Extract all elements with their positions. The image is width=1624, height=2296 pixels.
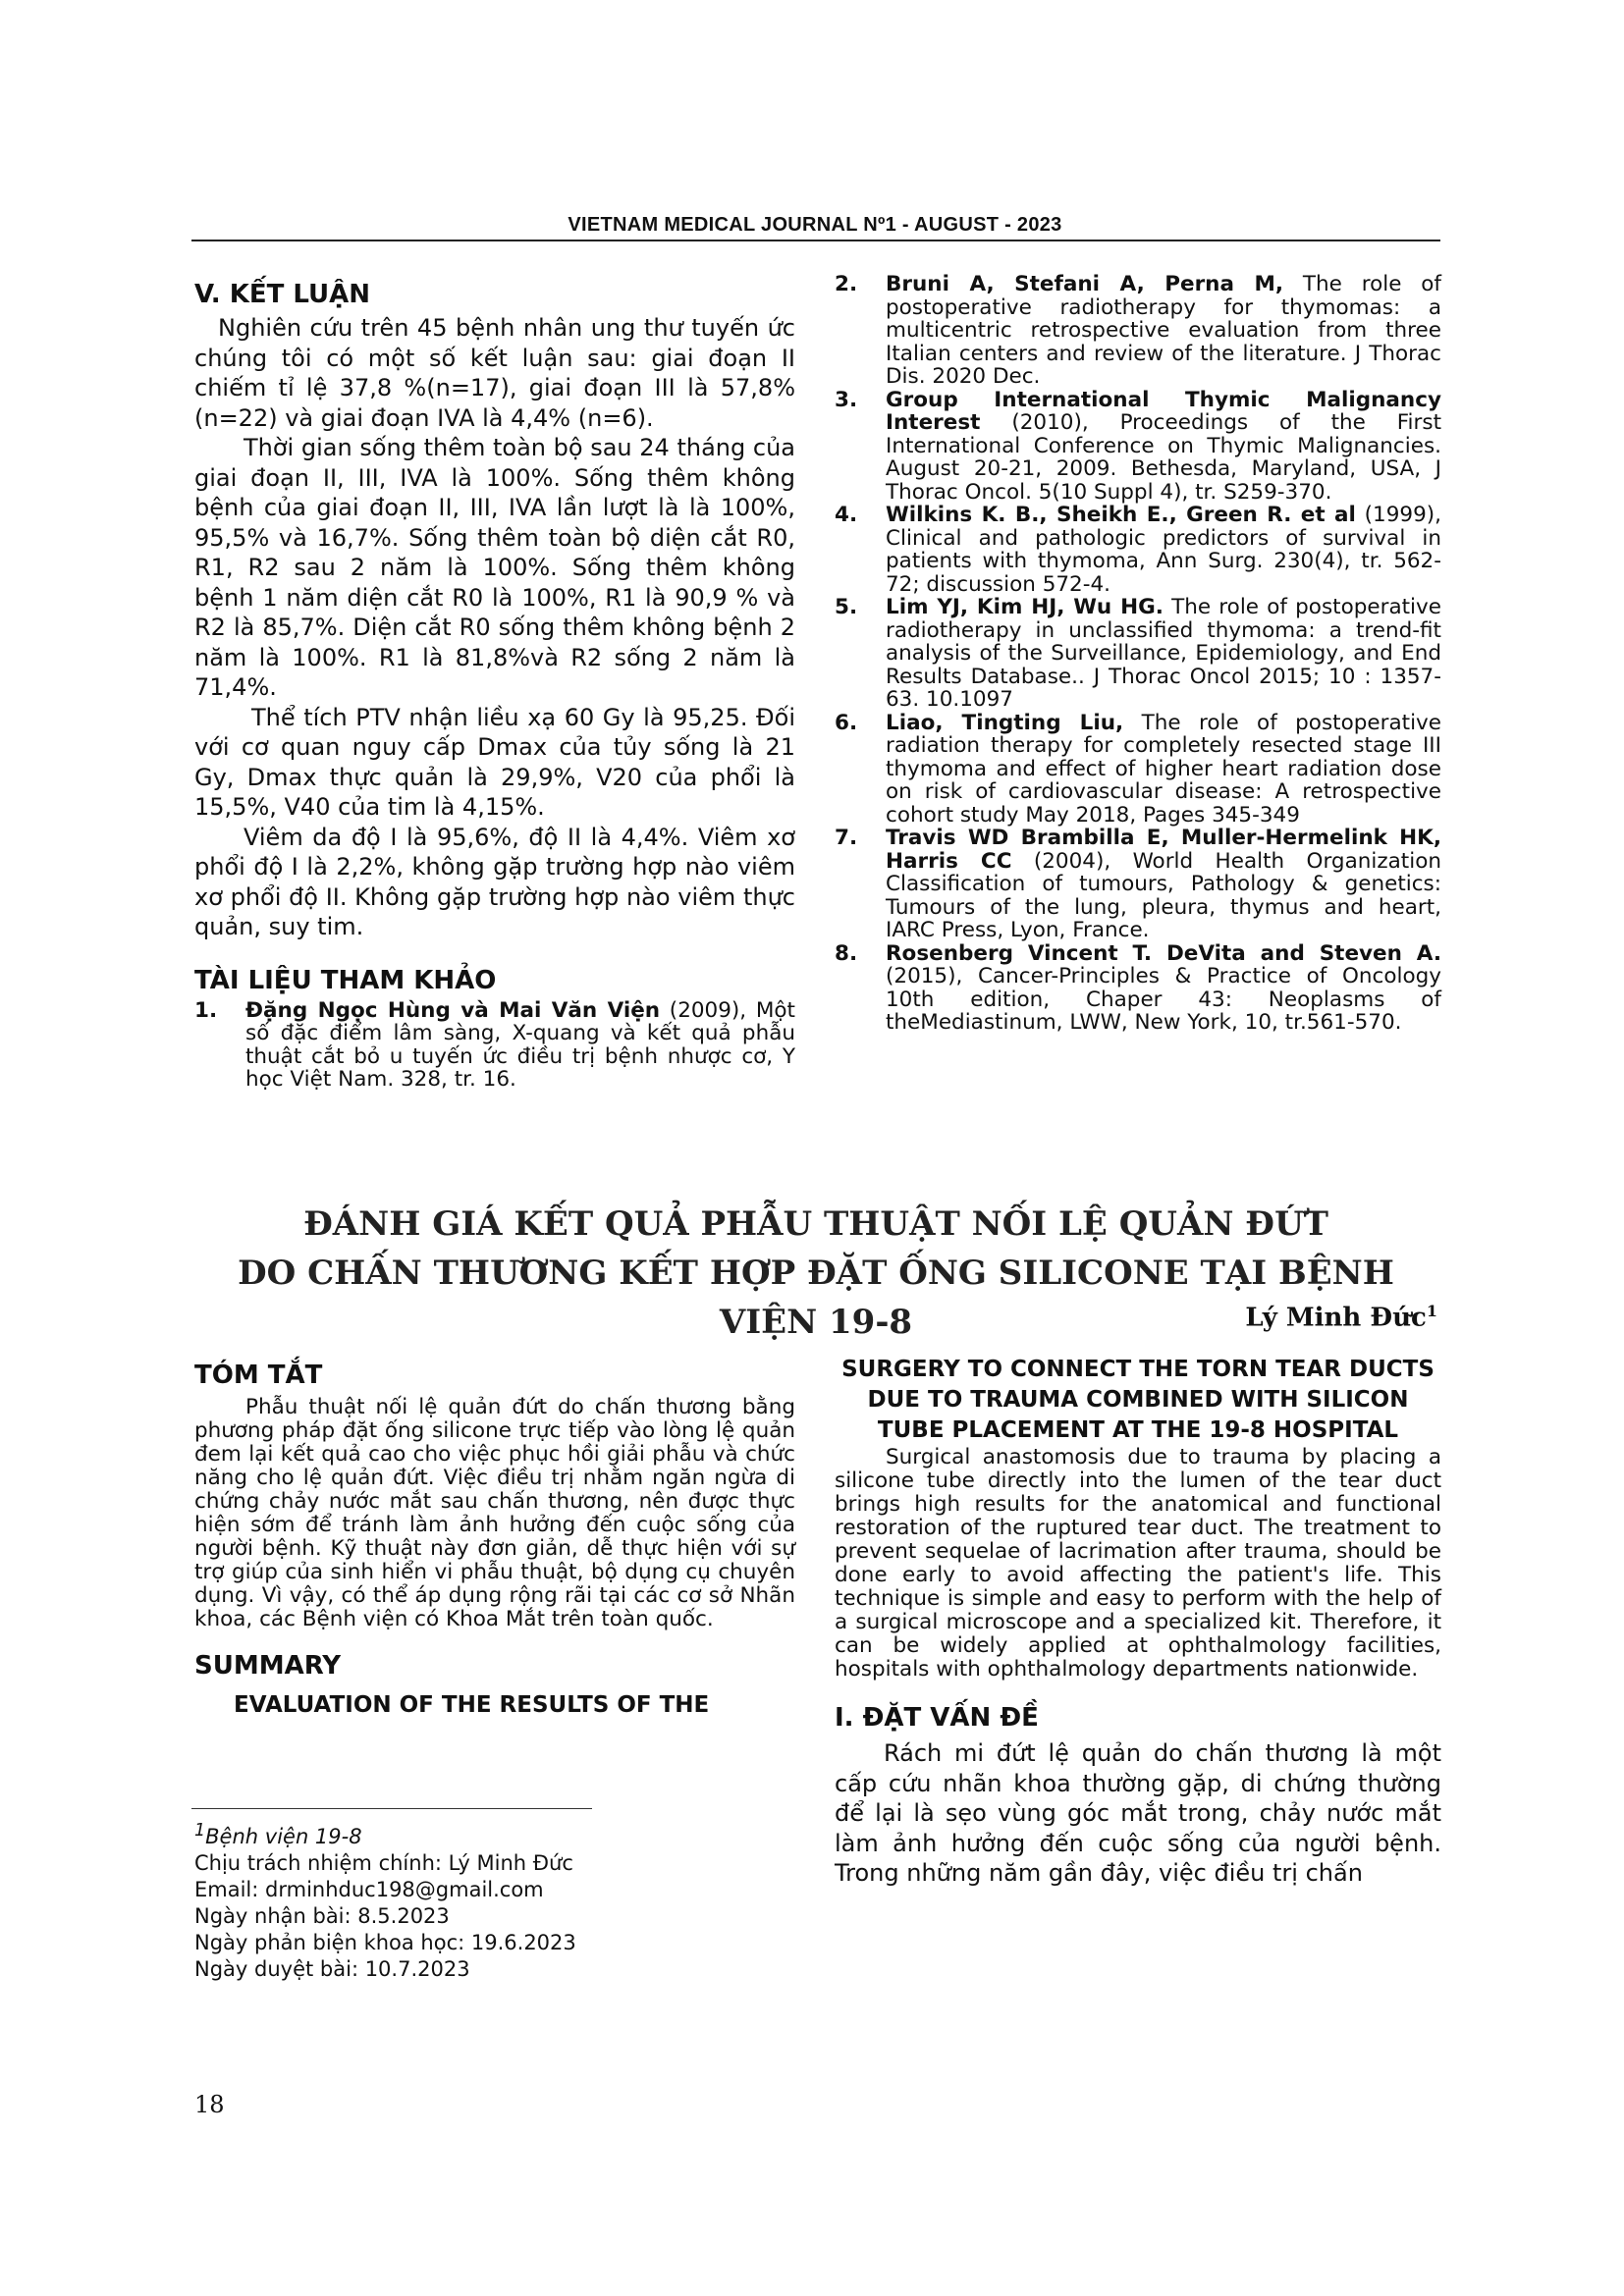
conclusion-paragraph-4: Viêm da độ I là 95,6%, độ II là 4,4%. Viêm xơ phổi độ I là 2,2%, không gặp trường hợp nào viêm xơ phổi độ II. Không gặp trường hợp nào viêm thực quản, suy tim. [194, 823, 795, 940]
abstract-vi-heading: TÓM TẮT [194, 1361, 323, 1390]
summary-title-part-1: EVALUATION OF THE RESULTS OF THE [234, 1692, 710, 1718]
summary-en-text: Surgical anastomosis due to trauma by placing a silicone tube directly into the lumen of the tear duct brings high results for the anatomical and functional restoration of the ruptured tear duct. The treatment to prevent sequelae of lacrimation after trauma, should be done early to avoid affecting the patient's life. This technique is simple and easy to perform with the help of a surgical microscope and a specialized kit. Therefore, it can be widely applied at ophthalmology facilities, hospitals with ophthalmology departments nationwide. [835, 1445, 1441, 1682]
page-number: 18 [194, 2091, 225, 2118]
footnote [194, 1818, 795, 1983]
references-heading: TÀI LIỆU THAM KHẢO [194, 965, 497, 995]
summary-en [835, 1355, 1441, 1889]
footnote-accepted: Ngày duyệt bài: 10.7.2023 [194, 1957, 470, 1981]
footnote-reviewed: Ngày phản biện khoa học: 19.6.2023 [194, 1931, 576, 1954]
section-1-heading: I. ĐẶT VẤN ĐỀ [835, 1703, 1039, 1733]
reference-item: 8. Rosenberg Vincent T. DeVita and Steven A. (2015), Cancer-Principles & Practice of Oncology 10th edition, Chaper 43: Neoplasms of theMediastinum, LWW, New York, 10, tr.561-570. [835, 940, 1441, 1035]
summary-title-part-4: TUBE PLACEMENT AT THE 19-8 HOSPITAL [877, 1417, 1399, 1443]
reference-item: 2. Bruni A, Stefani A, Perna M, The role of postoperative radiotherapy for thymomas: a multicentric retrospective evaluation from three Italian centers and review of the literature. J Thorac Dis. 2020 Dec. [835, 272, 1441, 389]
conclusion-heading: V. KẾT LUẬN [194, 280, 371, 309]
reference-item: 4. Wilkins K. B., Sheikh E., Green R. et al (1999), Clinical and pathologic predictors of survival in patients with thymoma, Ann Surg. 230(4), tr. 562-72; discussion 572-4. [835, 503, 1441, 597]
footnote-rule [191, 1808, 592, 1809]
header-rule [191, 240, 1440, 241]
footnote-email: Email: drminhduc198@gmail.com [194, 1878, 544, 1901]
conclusion-paragraph-1: Nghiên cứu trên 45 bệnh nhân ung thư tuyến ức chúng tôi có một số kết luận sau: giai đoạn II chiếm tỉ lệ 37,8 %(n=17), giai đoạn III là 57,8% (n=22) và giai đoạn IVA là 4,4% (n=6). [194, 314, 795, 432]
summary-heading: SUMMARY [194, 1651, 342, 1681]
reference-item: 3. Group International Thymic Malignancy Interest (2010), Proceedings of the First International Conference on Thymic Malignancies. August 20-21, 2009. Bethesda, Maryland, USA, J Thorac Oncol. 5(10 Suppl 4), tr. S259-370. [835, 387, 1441, 505]
article-title-line-1: ĐÁNH GIÁ KẾT QUẢ PHẪU THUẬT NỐI LỆ QUẢN ĐỨT [303, 1204, 1328, 1244]
abstract-vi [194, 1361, 795, 1721]
reference-item: 1. Đặng Ngọc Hùng và Mai Văn Viện (2009), Một số đặc điểm lâm sàng, X-quang và kết quả phẫu thuật cắt bỏ u tuyến ức điều trị bệnh nhược cơ, Y học Việt Nam. 328, tr. 16. [194, 997, 795, 1092]
footnote-affiliation: $^1$Bệnh viện 19-8 [194, 1821, 362, 1848]
article-title-line-2: DO CHẤN THƯƠNG KẾT HỢP ĐẶT ỐNG SILICONE TẠI BỆNH VIỆN 19-8 [238, 1254, 1394, 1342]
references-list-right [835, 273, 1441, 1035]
conclusion-section [194, 280, 795, 1092]
journal-header: VIETNAM MEDICAL JOURNAL Nº1 - AUGUST - 2023 [568, 214, 1062, 236]
reference-item: 7. Travis WD Brambilla E, Muller-Hermelink HK, Harris CC (2004), World Health Organization Classification of tumours, Pathology & genetics: Tumours of the lung, pleura, thymus and heart, IARC Press, Lyon, France. [835, 826, 1441, 942]
summary-title-part-3: DUE TO TRAUMA COMBINED WITH SILICON [867, 1387, 1409, 1413]
article-author: Lý Minh Đức$^1$ [1245, 1302, 1437, 1333]
conclusion-paragraph-3: Thể tích PTV nhận liều xạ 60 Gy là 95,25. Đối với cơ quan nguy cấp Dmax của tủy sống là 21 Gy, Dmax thực quản là 29,9%, V20 của phổi là 15,5%, V40 của tim là 4,15%. [194, 703, 795, 821]
summary-title-part-2: SURGERY TO CONNECT THE TORN TEAR DUCTS [841, 1357, 1435, 1382]
footnote-received: Ngày nhận bài: 8.5.2023 [194, 1904, 450, 1928]
reference-item: 6. Liao, Tingting Liu, The role of postoperative radiation therapy for completely resected stage III thymoma and effect of higher heart radiation dose on risk of cardiovascular disease: A retrospective cohort study May 2018, Pages 345-349 [835, 710, 1441, 828]
conclusion-paragraph-2: Thời gian sống thêm toàn bộ sau 24 tháng của giai đoạn II, III, IVA là 100%. Sống thêm không bệnh của giai đoạn II, III, IVA lần lượt là là 100%, 95,5% và 16,7%. Sống thêm toàn bộ diện cắt R0, R1, R2 sau 2 năm là 100%. Sống thêm không bệnh 1 năm diện cắt R0 là 100%, R1 là 90,9 % và R2 là 85,7%. Diện cắt R0 sống thêm không bệnh 2 năm là 100%. R1 là 81,8%và R2 sống 2 năm là 71,4%. [194, 434, 795, 701]
footnote-responsible: Chịu trách nhiệm chính: Lý Minh Đức [194, 1851, 573, 1875]
section-1-text: Rách mi đứt lệ quản do chấn thương là một cấp cứu nhãn khoa thường gặp, di chứng thường để lại là sẹo vùng góc mắt trong, chảy nước mắt làm ảnh hưởng đến cuộc sống của người bệnh. Trong những năm gần đây, việc điều trị chấn [835, 1739, 1441, 1887]
reference-item: 5. Lim YJ, Kim HJ, Wu HG. The role of postoperative radiotherapy in unclassified thymoma: a trend-fit analysis of the Surveillance, Epidemiology, and End Results Database.. J Thorac Oncol 2015; 10 : 1357-63. 10.1097 [835, 595, 1441, 712]
abstract-vi-text: Phẫu thuật nối lệ quản đứt do chấn thương bằng phương pháp đặt ống silicone trực tiếp vào lòng lệ quản đem lại kết quả cao cho việc phục hồi giải phẫu và chức năng cho lệ quản đứt. Việc điều trị nhằm ngăn ngừa di chứng chảy nước mắt sau chấn thương, nên được thực hiện sớm để tránh làm ảnh hưởng đến cuộc sống của người bệnh. Kỹ thuật này đơn giản, dễ thực hiện với sự trợ giúp của sinh hiển vi phẫu thuật, bộ dụng cụ chuyên dụng. Vì vậy, có thể áp dụng rộng rãi tại các cơ sở Nhãn khoa, các Bệnh viện có Khoa Mắt trên toàn quốc. [194, 1395, 795, 1631]
